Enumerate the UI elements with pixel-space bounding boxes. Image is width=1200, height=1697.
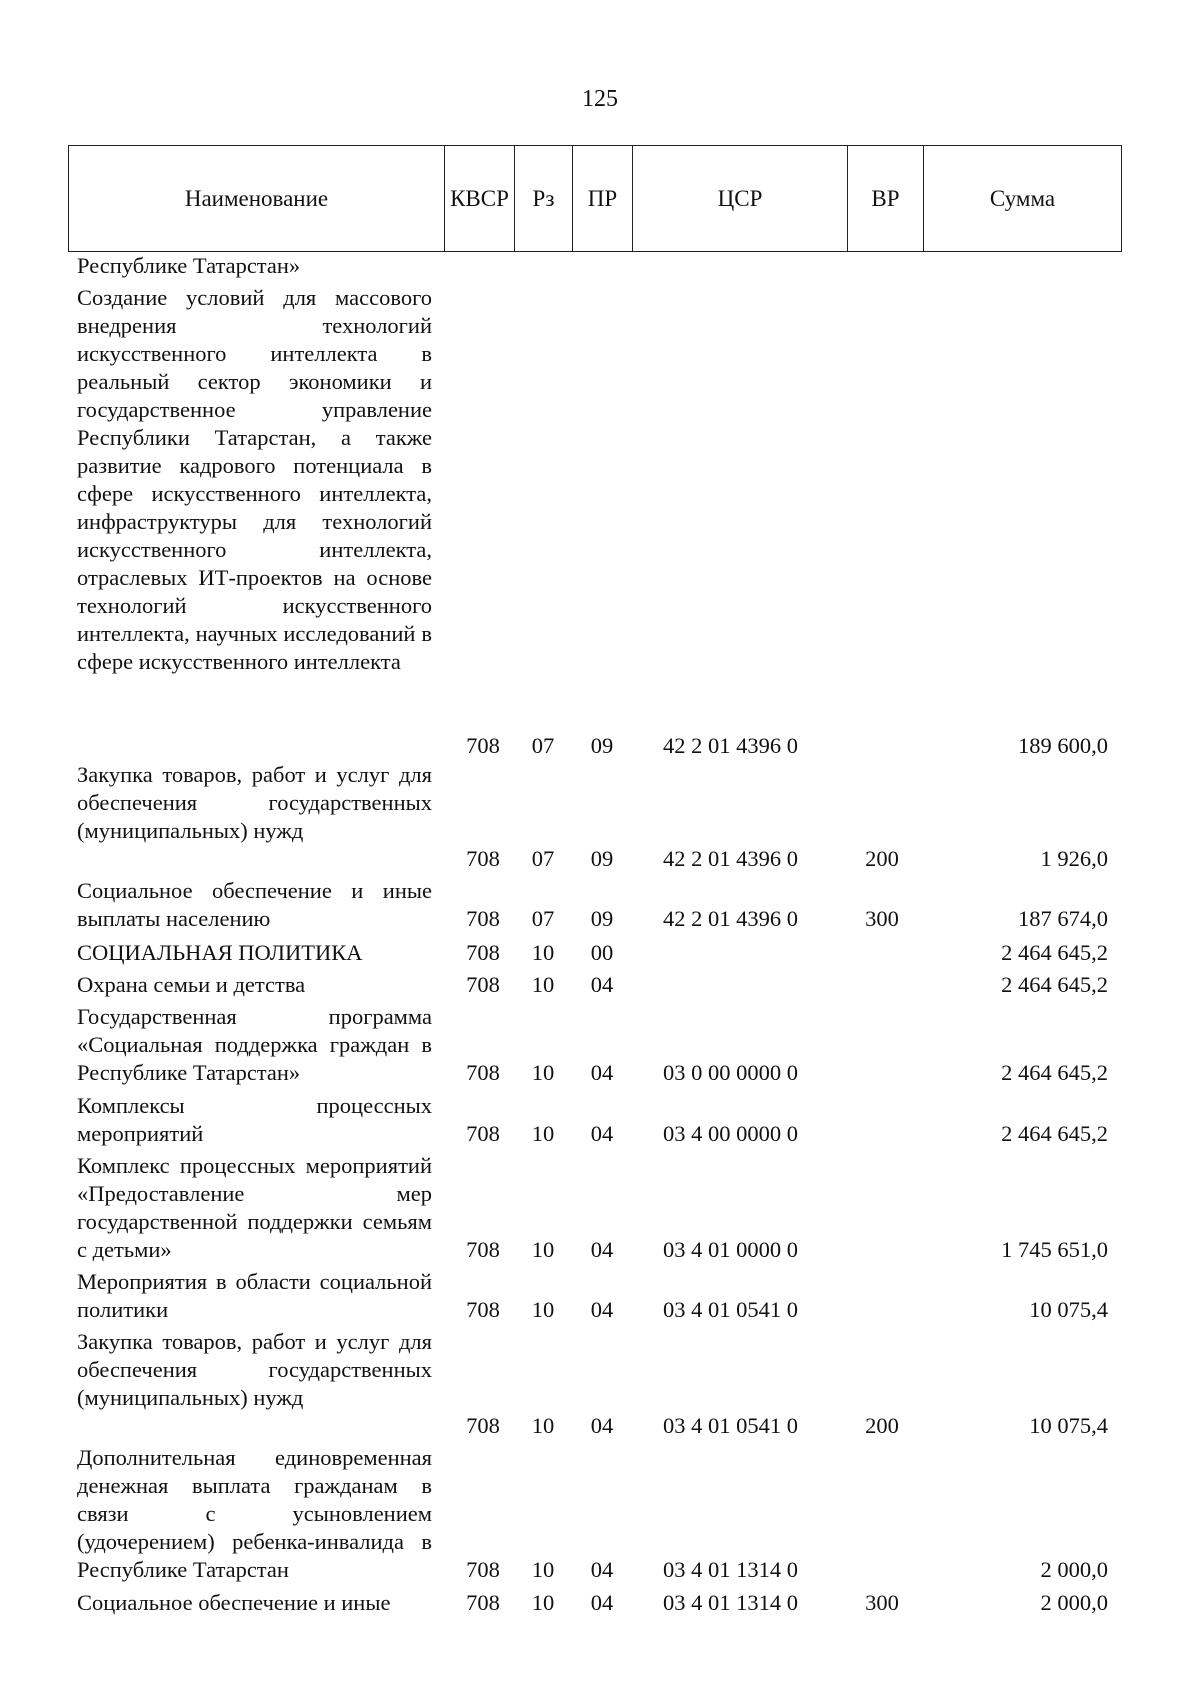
table-body	[0, 252, 1200, 1623]
table-row	[0, 1589, 1200, 1623]
row-sum: 2 000,0	[1040, 1557, 1108, 1582]
table-row	[0, 877, 1200, 939]
table-row	[0, 757, 1200, 877]
row-rz: 10	[531, 1121, 555, 1146]
row-rz: 10	[531, 1297, 555, 1322]
row-kvsr: 708	[466, 972, 500, 997]
row-sum: 1 926,0	[1040, 846, 1108, 871]
table-row	[0, 1152, 1200, 1268]
row-csr: 42 2 01 4396 0	[663, 846, 798, 871]
table-row	[0, 1092, 1200, 1152]
table-header	[68, 145, 1122, 252]
row-pr: 04	[590, 972, 614, 997]
row-name: Социальное обеспечение и иные выплаты населению	[77, 878, 432, 931]
row-csr: 03 4 01 1314 0	[663, 1557, 798, 1582]
row-kvsr: 708	[466, 940, 500, 965]
row-pr: 09	[590, 906, 614, 931]
column-header-vr: ВР	[848, 146, 924, 252]
row-rz: 07	[531, 846, 555, 871]
row-name: Дополнительная единовременная денежная выплата гражданам в связи с усыновлением (удочерением) ребенка-инвалида в Республике Татарстан	[77, 1445, 432, 1582]
row-sum: 2 464 645,2	[1001, 1121, 1108, 1146]
table-row	[0, 1328, 1200, 1444]
row-pr: 04	[590, 1297, 614, 1322]
row-name: Комплекс процессных мероприятий «Предоставление мер государственной поддержки семьям с детьми»	[77, 1153, 432, 1262]
row-csr: 42 2 01 4396 0	[663, 906, 798, 931]
row-kvsr: 708	[466, 1590, 500, 1615]
row-rz: 10	[531, 940, 555, 965]
row-name: Создание условий для массового внедрения технологий искусственного интеллекта в реальный сектор экономики и государственное управление Республики Татарстан, а также развитие кадрового потенциала в сфере искусственного интеллекта, инфраструктуры для технологий искусственного интеллекта, отраслевых ИТ-проектов на основе технологий искусственного интеллекта, научных исследований в сфере искусственного интеллекта	[77, 285, 432, 674]
row-pr: 04	[590, 1060, 614, 1085]
row-sum: 2 464 645,2	[1001, 1060, 1108, 1085]
row-kvsr: 708	[466, 906, 500, 931]
row-sum: 1 745 651,0	[1001, 1237, 1108, 1262]
row-rz: 10	[531, 1413, 555, 1438]
row-sum: 2 464 645,2	[1001, 972, 1108, 997]
row-sum: 2 464 645,2	[1001, 940, 1108, 965]
row-name: Комплексы процессных мероприятий	[77, 1093, 432, 1146]
row-rz: 07	[531, 733, 555, 758]
row-kvsr: 708	[466, 1413, 500, 1438]
row-name: Социальное обеспечение и иные	[77, 1590, 391, 1615]
row-pr: 04	[590, 1557, 614, 1582]
row-sum: 189 600,0	[1018, 733, 1108, 758]
column-header-csr: ЦСР	[633, 146, 848, 252]
column-header-kvsr: КВСР	[445, 146, 515, 252]
row-vr: 300	[865, 1590, 899, 1615]
row-name: Закупка товаров, работ и услуг для обеспечения государственных (муниципальных) нужд	[77, 1329, 432, 1410]
row-csr: 03 0 00 0000 0	[663, 1060, 798, 1085]
row-pr: 04	[590, 1237, 614, 1262]
row-csr: 03 4 01 0000 0	[663, 1237, 798, 1262]
row-kvsr: 708	[466, 1557, 500, 1582]
column-header-rz: Рз	[515, 146, 573, 252]
row-name: Республике Татарстан»	[77, 253, 301, 278]
row-pr: 04	[590, 1121, 614, 1146]
row-pr: 04	[590, 1590, 614, 1615]
row-pr: 00	[590, 940, 614, 965]
row-rz: 10	[531, 1060, 555, 1085]
row-vr: 300	[865, 906, 899, 931]
row-rz: 07	[531, 906, 555, 931]
row-name: Государственная программа «Социальная поддержка граждан в Республике Татарстан»	[77, 1004, 432, 1085]
page-number: 125	[582, 86, 618, 112]
row-csr: 03 4 01 1314 0	[663, 1590, 798, 1615]
table-row	[0, 1268, 1200, 1328]
row-sum: 187 674,0	[1018, 906, 1108, 931]
row-kvsr: 708	[466, 1060, 500, 1085]
row-rz: 10	[531, 972, 555, 997]
row-pr: 04	[590, 1413, 614, 1438]
table-row	[0, 282, 1200, 757]
row-csr: 03 4 01 0541 0	[663, 1413, 798, 1438]
column-header-sum: Сумма	[924, 146, 1122, 252]
column-header-pr: ПР	[573, 146, 633, 252]
row-kvsr: 708	[466, 1121, 500, 1146]
row-csr: 42 2 01 4396 0	[663, 733, 798, 758]
row-vr: 200	[865, 1413, 899, 1438]
table-row	[0, 1003, 1200, 1092]
column-header-name: Наименование	[69, 146, 445, 252]
row-sum: 10 075,4	[1029, 1413, 1108, 1438]
row-name: Закупка товаров, работ и услуг для обеспечения государственных (муниципальных) нужд	[77, 762, 432, 843]
row-rz: 10	[531, 1237, 555, 1262]
row-kvsr: 708	[466, 1297, 500, 1322]
table-row	[0, 252, 1200, 282]
row-kvsr: 708	[466, 733, 500, 758]
table-row	[0, 939, 1200, 971]
row-kvsr: 708	[466, 846, 500, 871]
row-name: Мероприятия в области социальной политики	[77, 1269, 432, 1322]
row-rz: 10	[531, 1557, 555, 1582]
row-pr: 09	[590, 733, 614, 758]
row-name: Охрана семьи и детства	[77, 972, 306, 997]
row-rz: 10	[531, 1590, 555, 1615]
table-row	[0, 1444, 1200, 1589]
row-csr: 03 4 01 0541 0	[663, 1297, 798, 1322]
row-csr: 03 4 00 0000 0	[663, 1121, 798, 1146]
row-name: СОЦИАЛЬНАЯ ПОЛИТИКА	[77, 940, 363, 965]
row-sum: 10 075,4	[1029, 1297, 1108, 1322]
row-kvsr: 708	[466, 1237, 500, 1262]
table-row	[0, 971, 1200, 1003]
row-pr: 09	[590, 846, 614, 871]
row-sum: 2 000,0	[1040, 1590, 1108, 1615]
row-vr: 200	[865, 846, 899, 871]
